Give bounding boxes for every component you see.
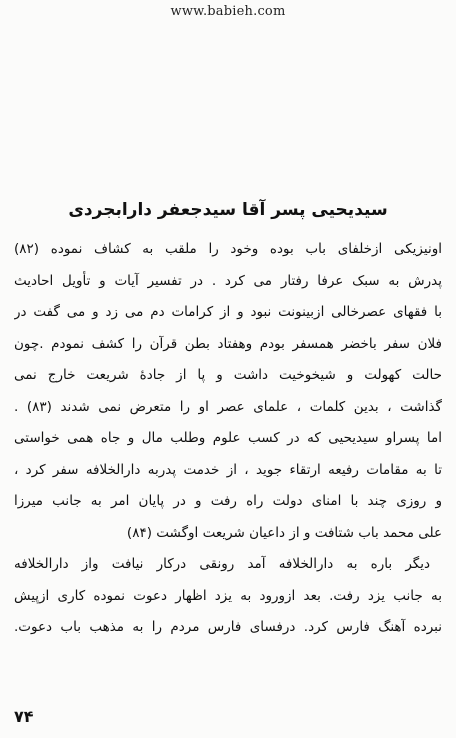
- section-heading: سیدیحیی پسر آقا سیدجعفر دارابجردی: [68, 200, 388, 220]
- text-line: علی محمد باب شتافت و از داعیان شریعت اوگشت (۸۴): [126, 524, 442, 541]
- text-line: و روزی چند با امنای دولت راه رفت و در پایان امر به جانب میرزا: [14, 493, 442, 509]
- site-url: www.babieh.com: [170, 4, 286, 19]
- text-line: حالت کهولت و شیخوخیت داشت و پا از جادۀ شریعت خارج نمی: [14, 367, 442, 383]
- page-number: ۷۴: [14, 707, 34, 726]
- text-line: اما پسراو سیدیحیی که در کسب علوم وطلب مال و جاه همی خواستی: [14, 430, 442, 446]
- text-line: دیگر باره به دارالخلافه آمد رونقی درکار نیافت واز دارالخلافه: [14, 556, 430, 572]
- text-line: فلان سفر باخضر همسفر بودم وهفتاد بطن قرآن را کشف نمودم .چون: [14, 335, 442, 352]
- text-line: تا به مقامات رفیعه ارتقاء جوید ، از خدمت پدربه دارالخلافه سفر کرد ،: [14, 461, 442, 478]
- text-line: نبرده آهنگ فارس کرد. درفسای فارس مردم را به مذهب باب دعوت.: [14, 619, 442, 635]
- text-line: به جانب یزد رفت. بعد ازورود به یزد اظهار دعوت نموده کاری ازپیش: [14, 587, 442, 604]
- text-line: گذاشت ، بدین کلمات ، علمای عصر او را متعرض نمی شدند (۸۳) .: [14, 398, 442, 415]
- text-line: با فقهای عصرخالی ازبینونت نبود و از کرامات دم می زد و می گفت در: [14, 304, 442, 320]
- text-line: پدرش به سبک عرفا رفتار می کرد . در تفسیر آیات و تأویل احادیث: [14, 272, 442, 289]
- body-text: [14, 234, 442, 644]
- text-line: اونیزیکی ازخلفای باب بوده وخود را ملقب به کشاف نموده (۸۲): [14, 241, 442, 257]
